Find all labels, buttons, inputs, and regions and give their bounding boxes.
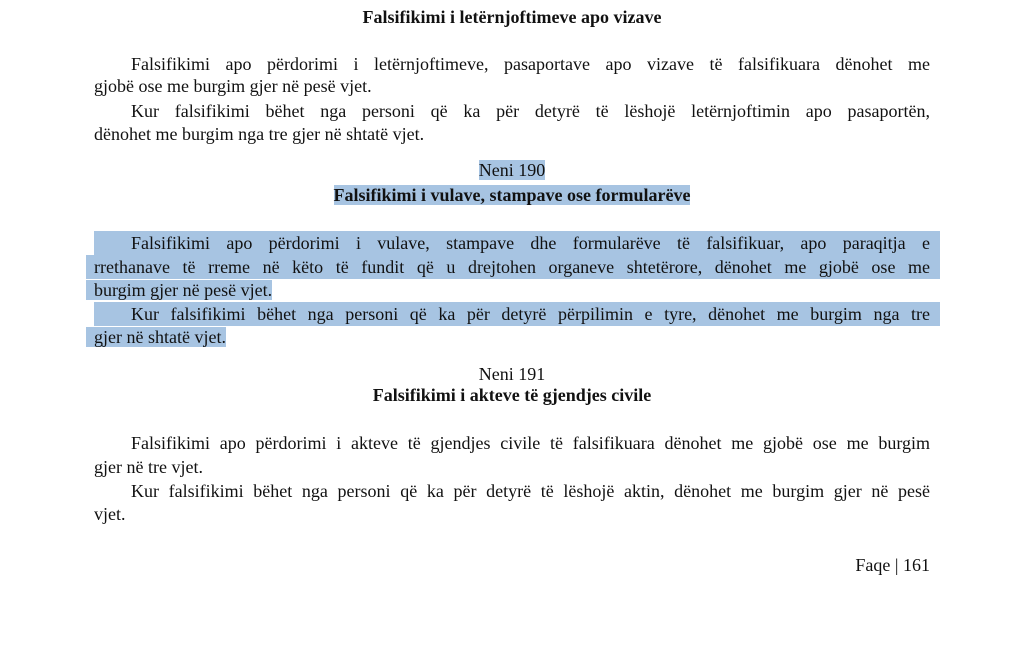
selected-text: burgim gjer në pesë vjet. [86, 280, 272, 300]
paragraph-line: Kur falsifikimi bëhet nga personi që ka për detyrë të lëshojë letërnjoftimin apo pasaportën, [131, 101, 930, 121]
page-number: Faqe | 161 [855, 555, 930, 575]
section-heading [0, 5, 1024, 29]
article-number-text: Neni 190 [478, 160, 546, 180]
article-number: Neni 191 [478, 364, 546, 384]
paragraph-line-selected: rrethanave të rreme në këto të fundit që u drejtohen organeve shtetërore, dënohet me gjobë ose me [86, 255, 940, 279]
section-title: Falsifikimi i letërnjoftimeve apo vizave [362, 7, 662, 27]
paragraph-line: dënohet me burgim nga tre gjer në shtatë vjet. [94, 124, 425, 144]
paragraph-line-selected [86, 325, 226, 349]
paragraph-line: vjet. [94, 504, 126, 524]
paragraph-line-selected: Falsifikimi apo përdorimi i vulave, stampave dhe formularëve të falsifikuar, apo paraqitja e [94, 231, 940, 255]
paragraph-line: Kur falsifikimi bëhet nga personi që ka për detyrë të lëshojë aktin, dënohet me burgim gjer në pesë [131, 481, 930, 501]
paragraph-line-selected [86, 278, 272, 302]
paragraph-line-selected: Kur falsifikimi bëhet nga personi që ka për detyrë përpilimin e tyre, dënohet me burgim nga tre [94, 302, 940, 326]
paragraph-line: Falsifikimi apo përdorimi i letërnjoftimeve, pasaportave apo vizave të falsifikuara dënohet me [131, 54, 930, 74]
article-title: Falsifikimi i vulave, stampave ose formularëve [333, 185, 691, 205]
paragraph-line: Falsifikimi apo përdorimi i akteve të gjendjes civile të falsifikuara dënohet me gjobë ose me burgim [131, 433, 930, 453]
paragraph-line: gjer në tre vjet. [94, 457, 203, 477]
article-heading: Falsifikimi i akteve të gjendjes civile [372, 385, 652, 405]
article-heading [0, 183, 1024, 207]
article-number [0, 158, 1024, 182]
paragraph-line: gjobë ose me burgim gjer në pesë vjet. [94, 76, 372, 96]
selected-text: gjer në shtatë vjet. [86, 327, 226, 347]
